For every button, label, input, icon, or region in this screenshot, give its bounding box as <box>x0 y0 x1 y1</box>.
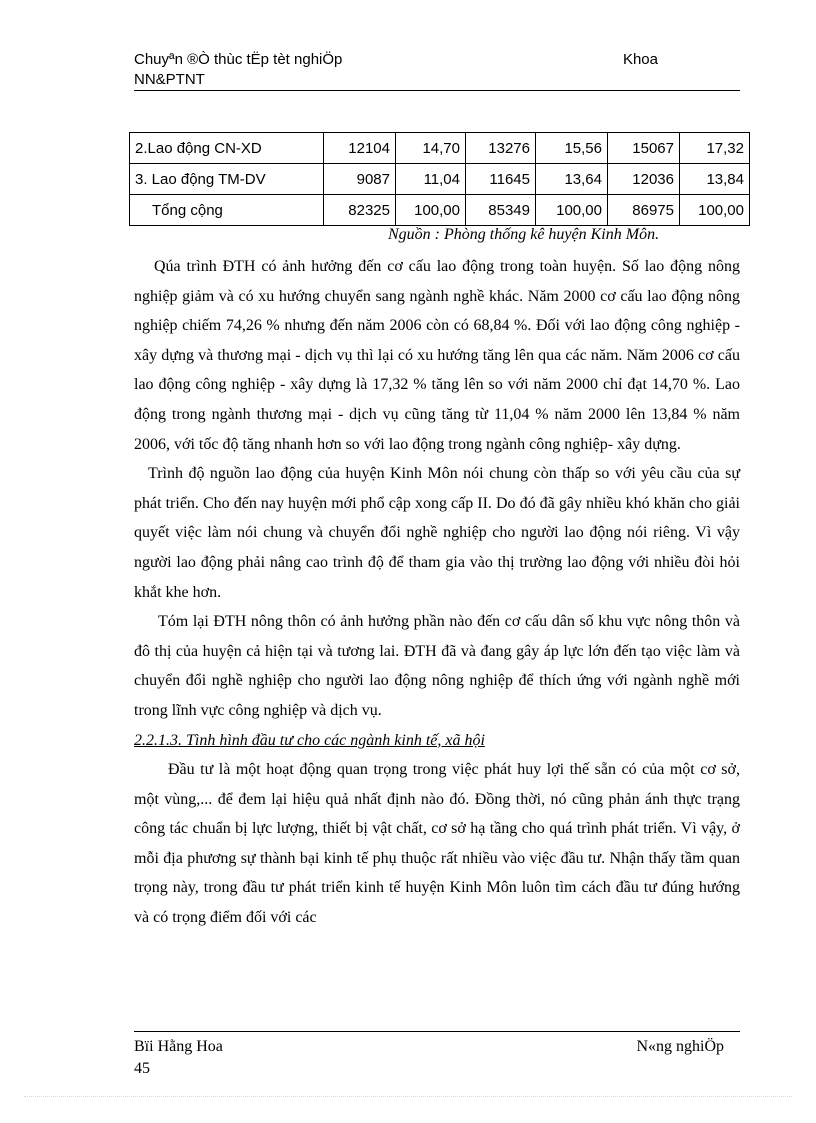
table-row <box>130 164 750 195</box>
document-body <box>134 252 740 933</box>
header-department: Khoa <box>622 51 658 68</box>
row-label: Tổng cộng <box>130 195 324 226</box>
footer-major: N«ng nghiÖp <box>636 1038 724 1055</box>
table-cell: 13276 <box>466 133 536 164</box>
table-cell: 15,56 <box>536 133 608 164</box>
table-cell: 12104 <box>324 133 396 164</box>
page-header <box>134 50 740 90</box>
footer-author: Bïi Hằng Hoa <box>134 1038 223 1055</box>
table-cell: 11645 <box>466 164 536 195</box>
table-source-note: Nguồn : Phòng thống kê huyện Kinh Môn. <box>388 226 660 243</box>
header-rule <box>134 90 740 91</box>
paragraph: Trình độ nguồn lao động của huyện Kinh Môn nói chung còn thấp so với yêu cầu của sự phát triển. Cho đến nay huyện mới phổ cập xong cấp II. Do đó đã gây nhiều khó khăn cho giải quyết việc làm nói chung và chuyển đổi nghề nghiệp cho người lao động nói riêng. Vì vậy người lao động phải nâng cao trình độ để tham gia vào thị trường lao động với nhiều đòi hỏi khắt khe hơn. <box>134 465 740 601</box>
table-row <box>130 133 750 164</box>
table-cell: 17,32 <box>680 133 750 164</box>
labor-structure-table <box>129 132 750 226</box>
table-cell: 85349 <box>466 195 536 226</box>
paragraph: Tóm lại ĐTH nông thôn có ảnh hưởng phần nào đến cơ cấu dân số khu vực nông thôn và đô thị của huyện cả hiện tại và tương lai. ĐTH đã và đang gây áp lực lớn đến tạo việc làm và chuyển đổi nghề nghiệp cho người lao động nông nghiệp để thích ứng với ngành nghề mới trong lĩnh vực công nghiệp và dịch vụ. <box>134 613 740 719</box>
page-number: 45 <box>134 1060 150 1077</box>
table-cell: 11,04 <box>396 164 466 195</box>
row-label: 2.Lao động CN-XD <box>130 133 324 164</box>
table-cell: 100,00 <box>536 195 608 226</box>
table-cell: 100,00 <box>396 195 466 226</box>
header-title: Chuyªn ®Ò thùc tËp tèt nghiÖp <box>134 51 343 68</box>
section-heading: 2.2.1.3. Tình hình đầu tư cho các ngành kinh tế, xã hội <box>134 731 485 749</box>
table-cell: 86975 <box>608 195 680 226</box>
table-cell: 13,84 <box>680 164 750 195</box>
header-faculty: NN&PTNT <box>134 71 205 88</box>
table-cell: 15067 <box>608 133 680 164</box>
paragraph: Qúa trình ĐTH có ảnh hưởng đến cơ cấu lao động trong toàn huyện. Số lao động nông nghiệp giảm và có xu hướng chuyển sang ngành nghề khác. Năm 2000 cơ cấu lao động nông nghiệp chiếm 74,26 % nhưng đến năm 2006 còn có 68,84 %. Đối với lao động công nghiệp - xây dựng và thương mại - dịch vụ thì lại có xu hướng tăng lên qua các năm. Năm 2006 cơ cấu lao động công nghiệp - xây dựng là 17,32 % tăng lên so với năm 2000 chỉ đạt 14,70 %. Lao động trong ngành thương mại - dịch vụ cũng tăng từ 11,04 % năm 2000 lên 13,84 % năm 2006, với tốc độ tăng nhanh hơn so với lao động trong ngành công nghiệp- xây dựng. <box>134 258 740 453</box>
page-edge-divider <box>24 1096 792 1097</box>
table-cell: 100,00 <box>680 195 750 226</box>
table-cell: 12036 <box>608 164 680 195</box>
page-footer <box>134 1036 740 1080</box>
row-label: 3. Lao động TM-DV <box>130 164 324 195</box>
table-cell: 13,64 <box>536 164 608 195</box>
table-cell: 14,70 <box>396 133 466 164</box>
table-row-total <box>130 195 750 226</box>
table-cell: 82325 <box>324 195 396 226</box>
table-cell: 9087 <box>324 164 396 195</box>
paragraph: Đầu tư là một hoạt động quan trọng trong việc phát huy lợi thế sẵn có của một cơ sở, một vùng,... để đem lại hiệu quả nhất định nào đó. Đồng thời, nó cũng phản ánh thực trạng công tác chuẩn bị lực lượng, thiết bị vật chất, cơ sở hạ tầng cho quá trình phát triển. Vì vậy, ở mỗi địa phương sự thành bại kinh tế phụ thuộc rất nhiều vào việc đầu tư. Nhận thấy tầm quan trọng này, trong đầu tư phát triển kinh tế huyện Kinh Môn luôn tìm cách đầu tư đúng hướng và có trọng điểm đối với các <box>134 761 740 927</box>
footer-rule <box>134 1031 740 1032</box>
